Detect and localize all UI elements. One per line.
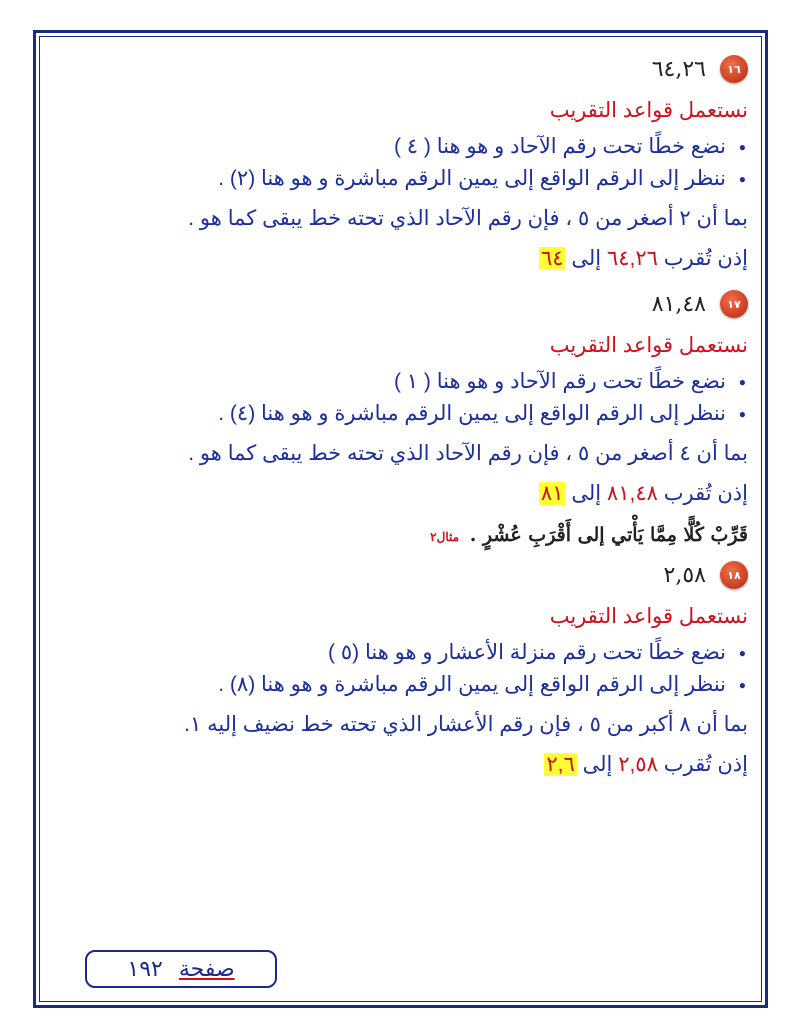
- step-item: ● ننظر إلى الرقم الواقع إلى يمين الرقم مباشرة و هو هنا (٢) .: [48, 163, 726, 195]
- conclusion-result: ٦٤: [540, 247, 564, 270]
- exercise-number-value: ٨١,٤٨: [651, 291, 706, 317]
- instruction-text: قَرِّبْ كُلًّا مِمَّا يَأْتي إلى أَقْرَبِ عُشْرٍ .: [469, 524, 748, 546]
- page-label: صفحة: [178, 956, 235, 982]
- reason-text: بما أن ٤ أصغر من ٥ ، فإن رقم الآحاد الذي تحته خط يبقى كما هو .: [188, 442, 748, 465]
- exercise-number-badge: ١٧: [720, 290, 748, 318]
- conclusion-value: ٦٤,٢٦: [606, 247, 658, 270]
- worksheet-content: [48, 40, 748, 781]
- steps-list: [48, 366, 748, 430]
- exercise-16: [48, 52, 748, 275]
- conclusion: [48, 243, 748, 275]
- step-item: ● ننظر إلى الرقم الواقع إلى يمين الرقم مباشرة و هو هنا (٨) .: [48, 669, 726, 701]
- exercise-number-badge: ١٦: [720, 55, 748, 83]
- conclusion-result: ٢,٦: [546, 753, 575, 776]
- exercise-17: [48, 287, 748, 510]
- step-item: ● ننظر إلى الرقم الواقع إلى يمين الرقم مباشرة و هو هنا (٤) .: [48, 398, 726, 430]
- reason-text: بما أن ٢ أصغر من ٥ ، فإن رقم الآحاد الذي تحته خط يبقى كما هو .: [188, 207, 748, 230]
- rule-title: نستعمل قواعد التقريب: [549, 99, 748, 122]
- conclusion-prefix: إذن تُقرب: [663, 482, 748, 505]
- steps-list: [48, 637, 748, 701]
- exercise-number-value: ٦٤,٢٦: [651, 56, 706, 82]
- exercise-header: [48, 287, 748, 321]
- conclusion: [48, 478, 748, 510]
- reason-text: بما أن ٨ أكبر من ٥ ، فإن رقم الأعشار الذي تحته خط نضيف إليه ١.: [184, 713, 748, 736]
- rule-title: نستعمل قواعد التقريب: [549, 605, 748, 628]
- step-item: ● نضع خطًا تحت رقم منزلة الأعشار و هو هنا (٥ ): [48, 637, 726, 669]
- conclusion-value: ٢,٥٨: [618, 753, 658, 776]
- conclusion: [48, 749, 748, 781]
- exercise-18: [48, 558, 748, 781]
- page-number-tag: [85, 950, 277, 988]
- conclusion-prefix: إذن تُقرب: [663, 753, 748, 776]
- exercise-header: [48, 558, 748, 592]
- exercise-number-value: ٢,٥٨: [663, 562, 706, 588]
- section-instruction: [48, 524, 748, 546]
- page-number: ١٩٢: [127, 956, 163, 982]
- conclusion-result: ٨١: [540, 482, 564, 505]
- conclusion-prefix: إذن تُقرب: [663, 247, 748, 270]
- step-item: ● نضع خطًا تحت رقم الآحاد و هو هنا ( ١ ): [48, 366, 726, 398]
- conclusion-to: إلى: [571, 247, 602, 270]
- exercise-header: [48, 52, 748, 86]
- steps-list: [48, 131, 748, 195]
- exercise-number-badge: ١٨: [720, 561, 748, 589]
- rule-title: نستعمل قواعد التقريب: [549, 334, 748, 357]
- example-reference: مثال٢: [430, 530, 460, 544]
- conclusion-value: ٨١,٤٨: [606, 482, 658, 505]
- conclusion-to: إلى: [571, 482, 602, 505]
- step-item: ● نضع خطًا تحت رقم الآحاد و هو هنا ( ٤ ): [48, 131, 726, 163]
- conclusion-to: إلى: [582, 753, 613, 776]
